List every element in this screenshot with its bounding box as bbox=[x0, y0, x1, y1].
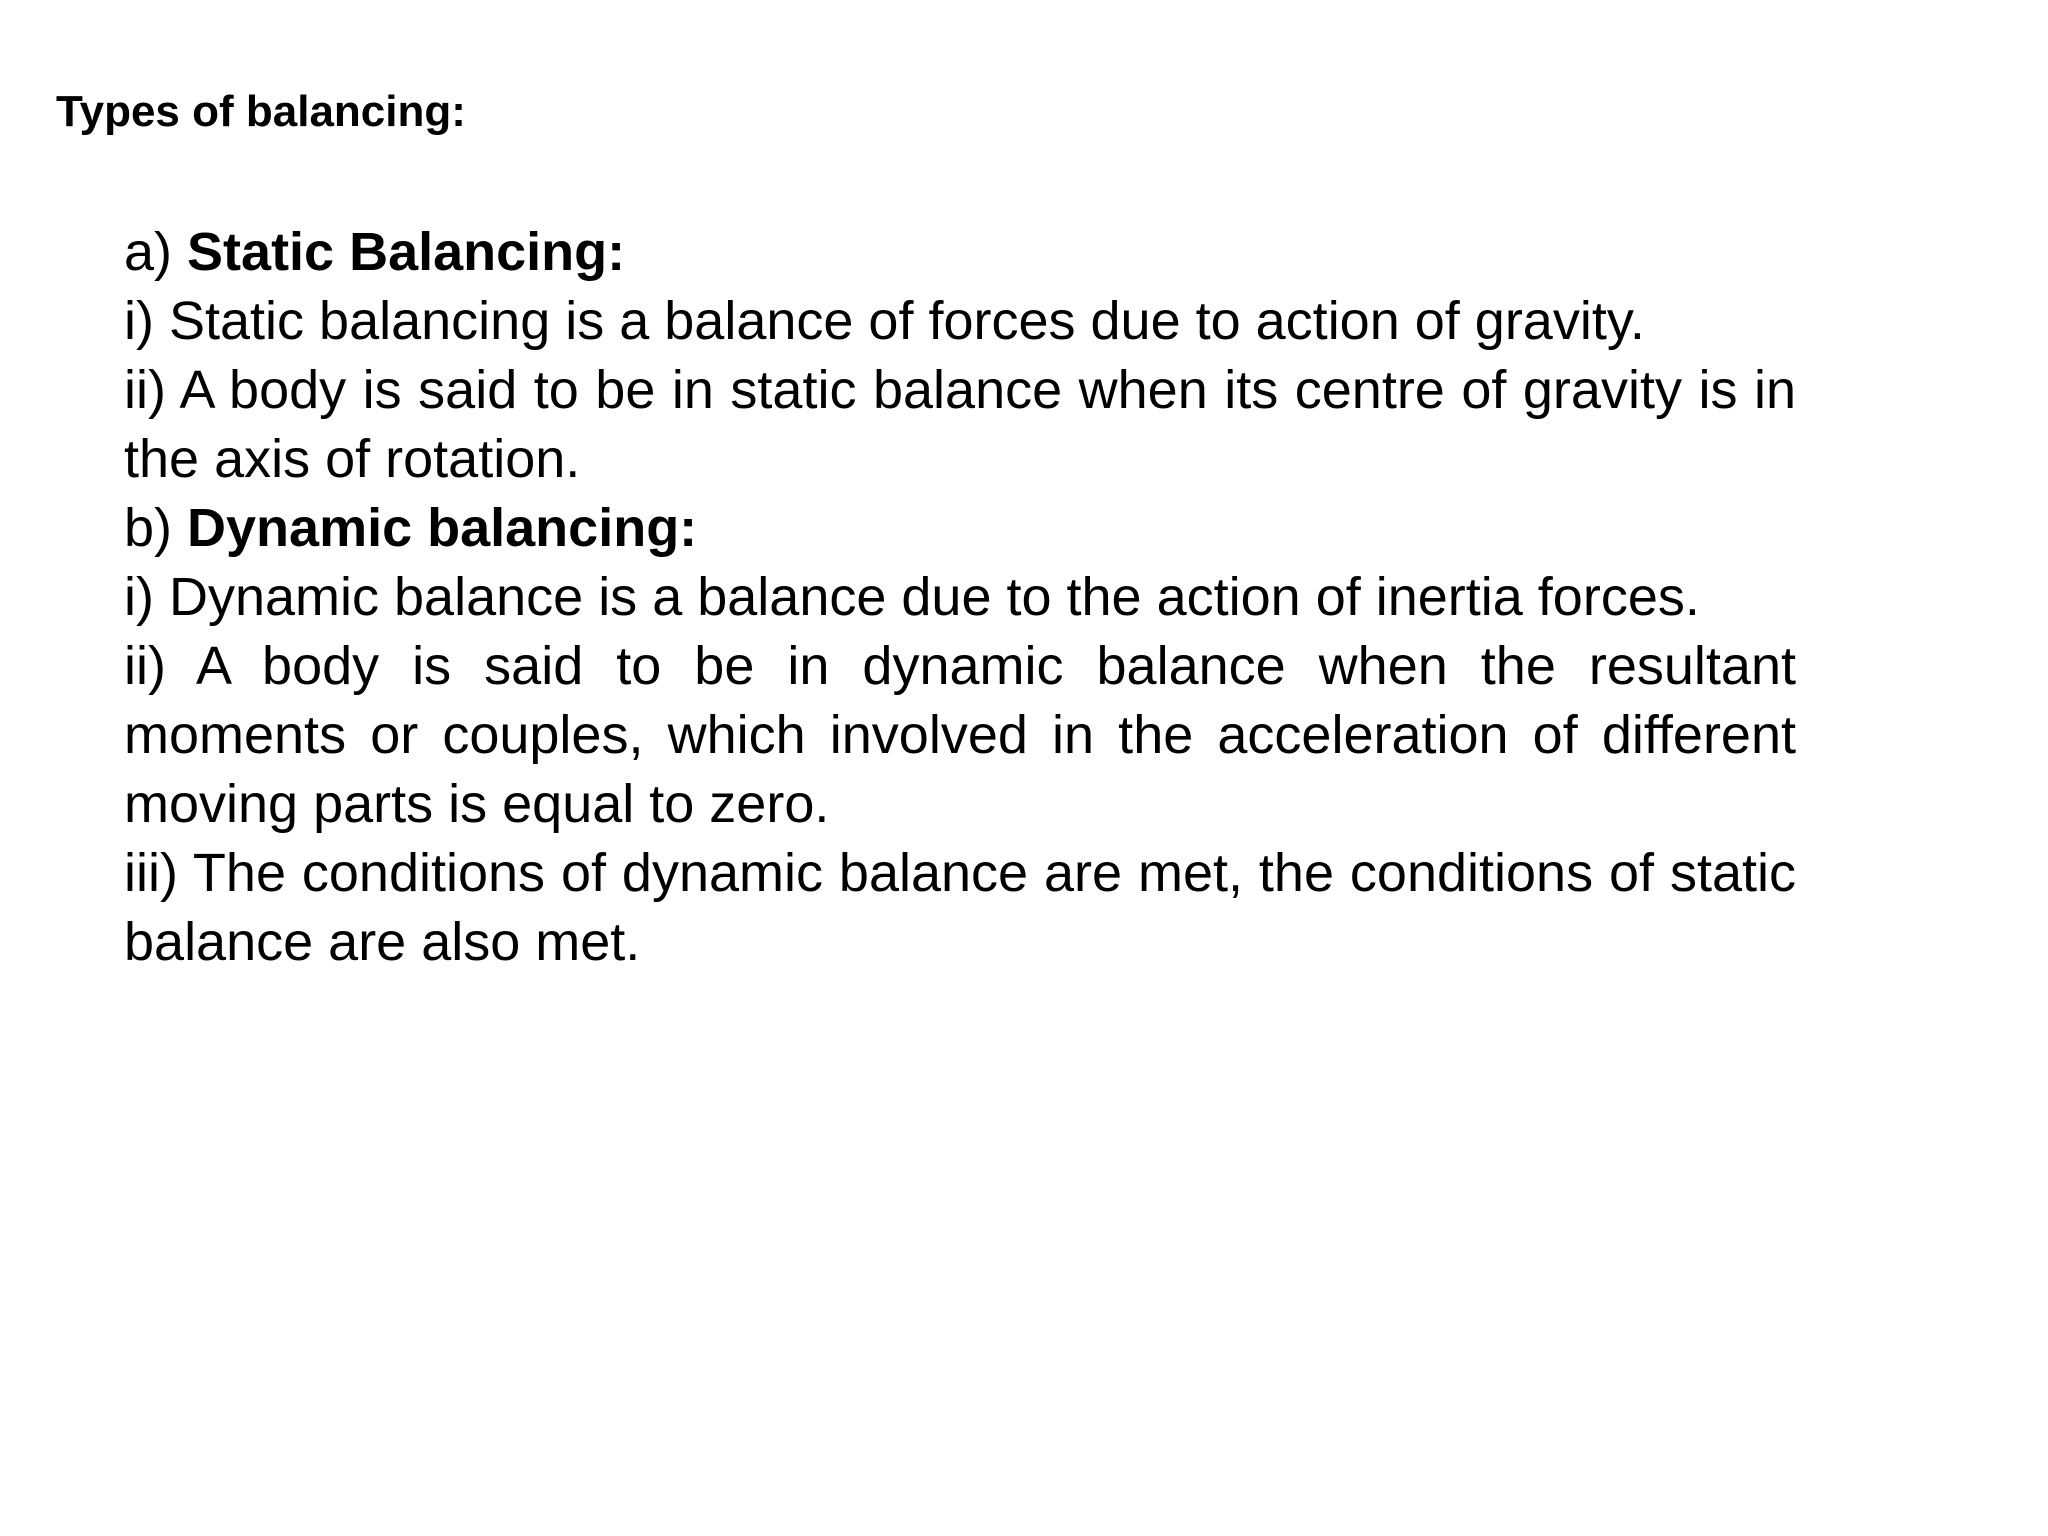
dynamic-balancing-title: Dynamic balancing: bbox=[187, 498, 698, 558]
static-balancing-marker: a) bbox=[124, 222, 173, 282]
slide-content bbox=[124, 218, 1796, 977]
static-balancing-title: Static Balancing: bbox=[187, 222, 626, 282]
static-balancing-point-1: i) Static balancing is a balance of forces due to action of gravity. bbox=[124, 291, 1645, 351]
dynamic-balancing-marker: b) bbox=[124, 498, 173, 558]
static-balancing-point-2: ii) A body is said to be in static balance when its centre of gravity is in the axis of rotation. bbox=[124, 360, 1796, 489]
dynamic-balancing-point-1: i) Dynamic balance is a balance due to the action of inertia forces. bbox=[124, 567, 1700, 627]
slide-heading: Types of balancing: bbox=[56, 87, 466, 136]
dynamic-balancing-heading bbox=[124, 494, 1796, 563]
dynamic-balancing-point-2: ii) A body is said to be in dynamic balance when the resultant moments or couples, which involved in the acceleration of different moving parts is equal to zero. bbox=[124, 636, 1796, 834]
static-balancing-heading bbox=[124, 218, 1796, 287]
dynamic-balancing-point-3: iii) The conditions of dynamic balance are met, the conditions of static balance are also met. bbox=[124, 843, 1796, 972]
